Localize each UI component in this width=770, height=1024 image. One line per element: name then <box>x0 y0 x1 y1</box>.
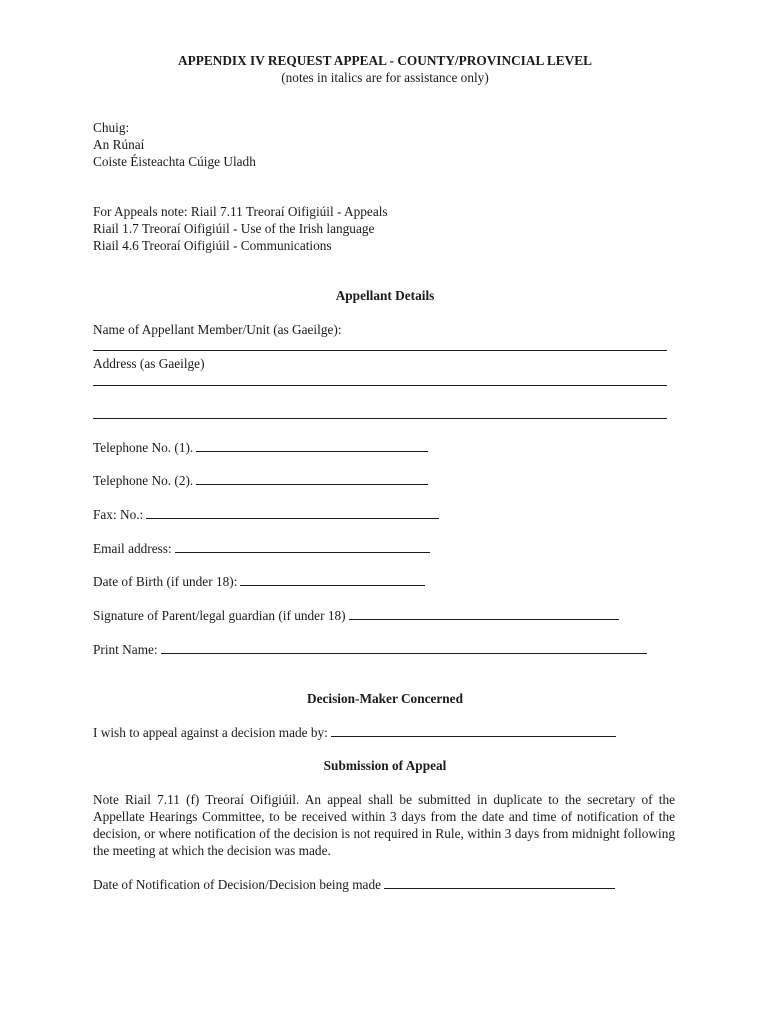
decision-maker-field[interactable] <box>331 723 616 737</box>
address-label: Address (as Gaeilge) <box>93 356 205 371</box>
decision-maker-row <box>93 723 675 741</box>
date-of-birth-field[interactable] <box>240 572 425 586</box>
print-name-field[interactable] <box>161 640 647 654</box>
telephone-2-label: Telephone No. (2). <box>93 473 194 488</box>
guardian-signature-label: Signature of Parent/legal guardian (if under 18) <box>93 608 346 623</box>
submission-note: Note Riail 7.11 (f) Treoraí Oifigiúil. An appeal shall be submitted in duplicate to the secretary of the Appellate Hearings Committee, to be received within 3 days from the date and time of notification of the decision, or where notification of the decision is not required in Rule, within 3 days from midnight following the meeting at which the decision was made. <box>93 792 675 858</box>
document-title: APPENDIX IV REQUEST APPEAL - COUNTY/PROVINCIAL LEVEL <box>178 53 592 68</box>
email-field[interactable] <box>175 539 430 553</box>
notification-date-row <box>93 875 675 893</box>
print-name-row <box>93 640 675 658</box>
document-subtitle: (notes in italics are for assistance only) <box>281 70 489 85</box>
decision-maker-label: I wish to appeal against a decision made by: <box>93 725 328 740</box>
address-field-line-1[interactable] <box>93 385 667 386</box>
telephone-2-field[interactable] <box>196 471 428 485</box>
email-label: Email address: <box>93 541 172 556</box>
telephone-1-label: Telephone No. (1). <box>93 440 194 455</box>
address-field-line-2[interactable] <box>93 418 667 419</box>
fax-field[interactable] <box>146 505 439 519</box>
decision-maker-heading: Decision-Maker Concerned <box>307 691 463 706</box>
date-of-birth-row <box>93 572 675 590</box>
appellant-name-field[interactable] <box>93 350 667 351</box>
guardian-signature-field[interactable] <box>349 606 619 620</box>
fax-row <box>93 505 675 523</box>
recipient-line-committee: Coiste Éisteachta Cúige Uladh <box>93 154 256 169</box>
submission-heading: Submission of Appeal <box>323 758 447 773</box>
rule-irish-language: Riail 1.7 Treoraí Oifigiúil - Use of the Irish language <box>93 221 375 236</box>
telephone-1-row <box>93 438 675 456</box>
telephone-2-row <box>93 471 675 489</box>
recipient-block <box>93 119 675 170</box>
rules-block <box>93 203 675 254</box>
date-of-birth-label: Date of Birth (if under 18): <box>93 574 238 589</box>
rule-communications: Riail 4.6 Treoraí Oifigiúil - Communications <box>93 238 332 253</box>
notification-date-field[interactable] <box>384 875 615 889</box>
recipient-line-secretary: An Rúnaí <box>93 137 145 152</box>
recipient-line-to: Chuig: <box>93 120 130 135</box>
appellant-name-label: Name of Appellant Member/Unit (as Gaeilge): <box>93 322 342 337</box>
print-name-label: Print Name: <box>93 642 158 657</box>
fax-label: Fax: No.: <box>93 507 144 522</box>
email-row <box>93 539 675 557</box>
rule-appeals: For Appeals note: Riail 7.11 Treoraí Oifigiúil - Appeals <box>93 204 388 219</box>
telephone-1-field[interactable] <box>196 438 428 452</box>
guardian-signature-row <box>93 606 675 624</box>
appellant-details-heading: Appellant Details <box>335 288 435 303</box>
notification-date-label: Date of Notification of Decision/Decision being made <box>93 877 382 892</box>
